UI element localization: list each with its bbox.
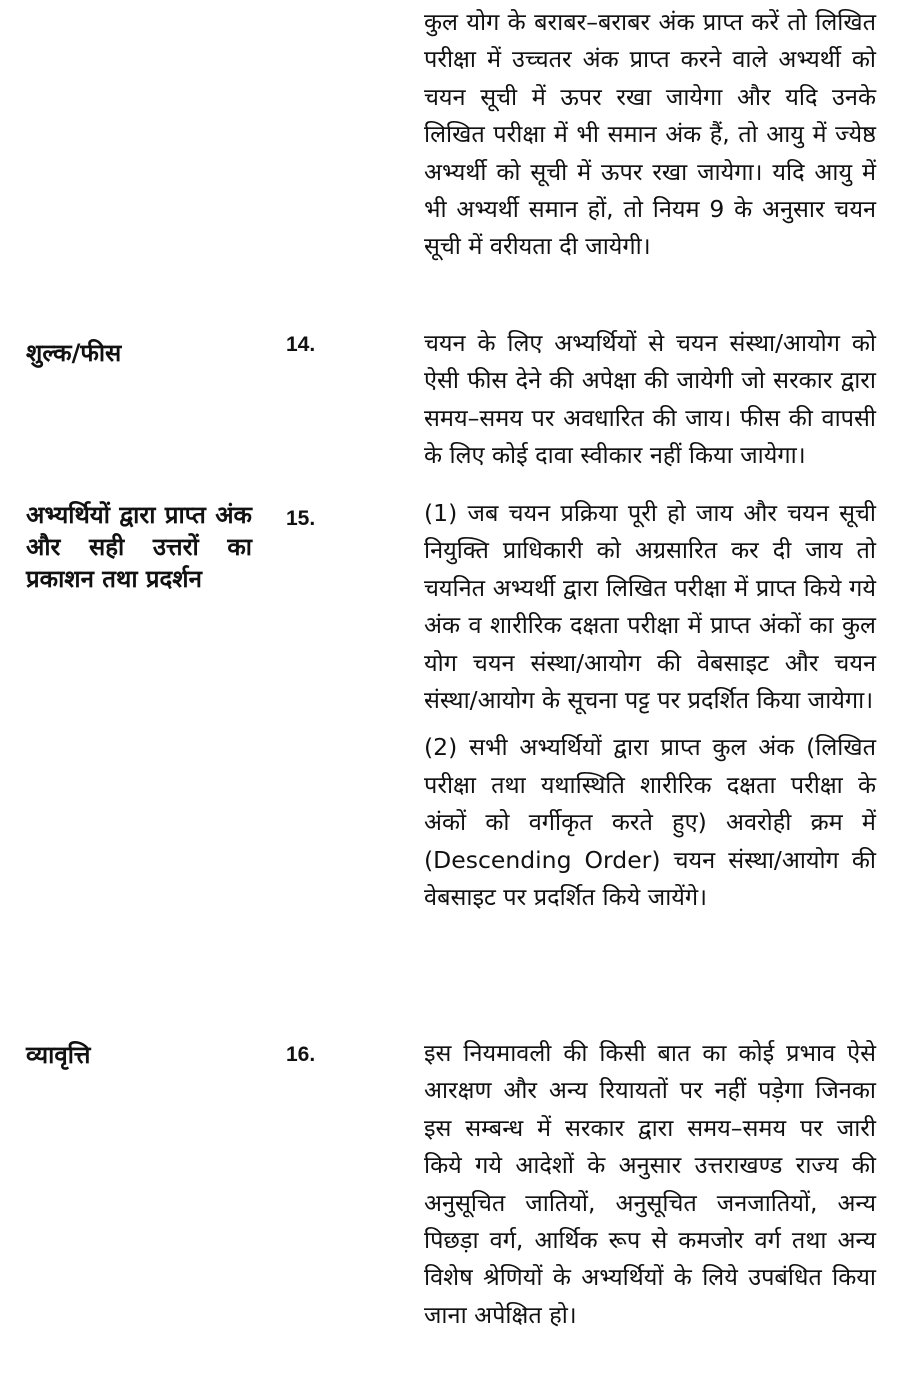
rule-body — [424, 325, 876, 475]
rule-number: 16. — [286, 1043, 316, 1066]
paragraph: (2) सभी अभ्यर्थियों द्वारा प्राप्त कुल अंक (लिखित परीक्षा तथा यथास्थिति शारीरिक दक्षता परीक्षा के अंकों को वर्गीकृत करते हुए) अवरोही क्रम में (Descending Order) चयन संस्था/आयोग की वेबसाइट पर प्रदर्शित किये जायेंगे। — [424, 733, 876, 912]
paragraph: कुल योग के बराबर–बराबर अंक प्राप्त करें तो लिखित परीक्षा में उच्चतर अंक प्राप्त करने वाले अभ्यर्थी को चयन सूची में ऊपर रखा जायेगा और यदि उनके लिखित परीक्षा में भी समान अंक हैं, तो आयु में ज्येष्ठ अभ्यर्थी को सूची में ऊपर रखा जायेगा। यदि आयु में भी अभ्यर्थी समान हों, तो नियम 9 के अनुसार चयन सूची में वरीयता दी जायेगी। — [424, 8, 876, 261]
rule-heading: अभ्यर्थियों द्वारा प्राप्त अंक और सही उत्तरों का प्रकाशन तथा प्रदर्शन — [26, 501, 252, 593]
rule-body — [424, 1035, 876, 1334]
rule-heading: व्यावृत्ति — [26, 1041, 91, 1069]
continuation-text — [424, 4, 876, 266]
paragraph: चयन के लिए अभ्यर्थियों से चयन संस्था/आयोग को ऐसी फीस देने की अपेक्षा की जायेगी जो सरकार द्वारा समय–समय पर अवधारित की जाय। फीस की वापसी के लिए कोई दावा स्वीकार नहीं किया जायेगा। — [424, 329, 876, 470]
paragraph: (1) जब चयन प्रक्रिया पूरी हो जाय और चयन सूची नियुक्ति प्राधिकारी को अग्रसारित कर दी जाय तो चयनित अभ्यर्थी द्वारा लिखित परीक्षा में प्राप्त किये गये अंक व शारीरिक दक्षता परीक्षा में प्राप्त अंकों का कुल योग चयन संस्था/आयोग की वेबसाइट और चयन संस्था/आयोग के सूचना पट्ट पर प्रदर्शित किया जायेगा। — [424, 499, 876, 715]
paragraph: इस नियमावली की किसी बात का कोई प्रभाव ऐसे आरक्षण और अन्य रियायतों पर नहीं पड़ेगा जिनका इस सम्बन्ध में सरकार द्वारा समय–समय पर जारी किये गये आदेशों के अनुसार उत्तराखण्ड राज्य की अनुसूचित जातियों, अनुसूचित जनजातियों, अन्य पिछड़ा वर्ग, आर्थिक रूप से कमजोर वर्ग तथा अन्य विशेष श्रेणियों के अभ्यर्थियों के लिये उपबंधित किया जाना अपेक्षित हो। — [424, 1039, 876, 1329]
rule-body — [424, 495, 876, 916]
rule-heading: शुल्क/फीस — [26, 339, 122, 367]
rule-number: 14. — [286, 333, 316, 356]
rule-number: 15. — [286, 507, 316, 530]
